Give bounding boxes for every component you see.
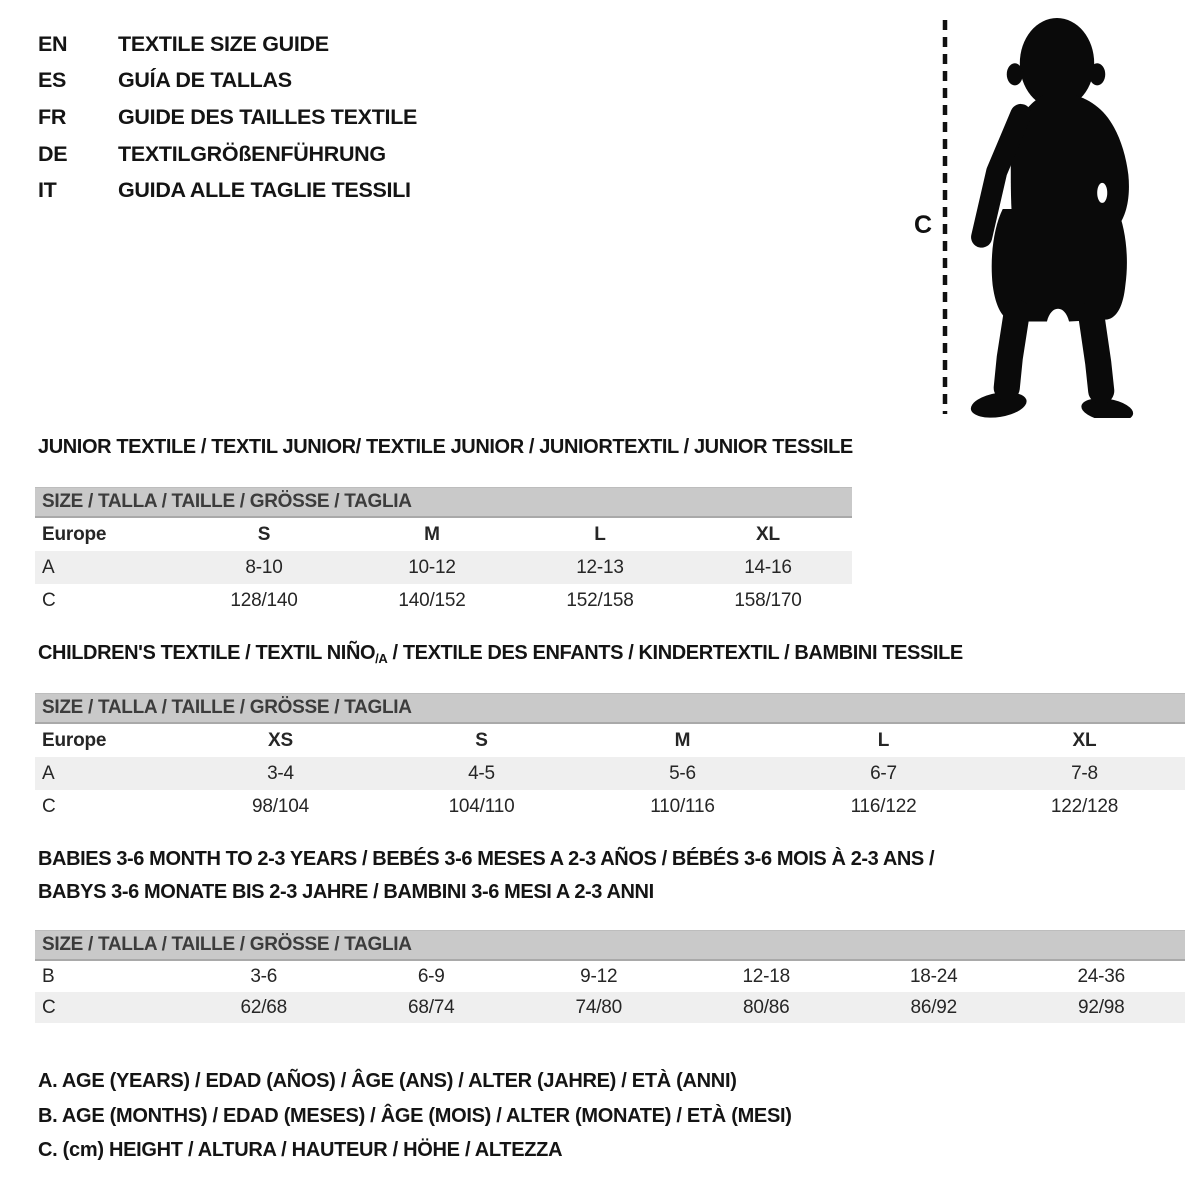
- table-cell: 6-9: [417, 965, 445, 987]
- table-row: [35, 724, 1185, 757]
- height-measure-label: C: [914, 211, 933, 239]
- row-label: B: [42, 965, 55, 987]
- lang-code: EN: [38, 31, 68, 56]
- table-cell: 62/68: [240, 996, 288, 1018]
- table-cell: M: [424, 523, 440, 545]
- table-cell: 24-36: [1077, 965, 1126, 987]
- language-title-list: [38, 26, 417, 209]
- table-cell: 122/128: [1050, 795, 1119, 817]
- babies-section-title: [38, 843, 934, 909]
- row-label: A: [42, 762, 55, 784]
- table-cell: XL: [1072, 729, 1097, 751]
- table-cell: 7-8: [1071, 762, 1098, 784]
- table-cell: 8-10: [245, 556, 283, 578]
- toddler-silhouette-icon: [966, 16, 1148, 418]
- row-label: Europe: [42, 729, 107, 751]
- title-text: / TEXTILE DES ENFANTS / KINDERTEXTIL / BAMBINI TESSILE: [387, 642, 963, 664]
- babies-textile-table: [35, 930, 1185, 1023]
- table-cell: 4-5: [468, 762, 495, 784]
- table-cell: S: [257, 523, 271, 545]
- junior-section-title: JUNIOR TEXTILE / TEXTIL JUNIOR/ TEXTILE JUNIOR / JUNIORTEXTIL / JUNIOR TESSILE: [38, 436, 853, 458]
- height-dashed-line: [941, 17, 951, 417]
- table-cell: L: [877, 729, 890, 751]
- lang-row-fr: [38, 99, 417, 136]
- table-cell: 140/152: [398, 589, 466, 611]
- babies-title-line2: BABYS 3-6 MONATE BIS 2-3 JAHRE / BAMBINI 3-6 MESI A 2-3 ANNI: [38, 881, 654, 903]
- legend-line-b: B. AGE (MONTHS) / EDAD (MESES) / ÂGE (MOIS) / ALTER (MONATE) / ETÀ (MESI): [38, 1104, 792, 1127]
- table-cell: 9-12: [580, 965, 618, 987]
- row-label: C: [42, 589, 56, 611]
- lang-title: GUIDA ALLE TAGLIE TESSILI: [118, 178, 411, 203]
- table-cell: 12-18: [742, 965, 791, 987]
- table-cell: 3-6: [250, 965, 278, 987]
- table-cell: 3-4: [267, 762, 294, 784]
- lang-row-es: [38, 63, 417, 100]
- legend-line-a: A. AGE (YEARS) / EDAD (AÑOS) / ÂGE (ANS) / ALTER (JAHRE) / ETÀ (ANNI): [38, 1070, 737, 1092]
- childrens-textile-table: [35, 693, 1185, 823]
- table-cell: 128/140: [230, 589, 298, 611]
- table-cell: 158/170: [734, 589, 802, 611]
- row-label: C: [42, 996, 56, 1018]
- size-header-bar: SIZE / TALLA / TAILLE / GRÖSSE / TAGLIA: [35, 487, 852, 518]
- row-label: A: [42, 556, 55, 578]
- title-text: CHILDREN'S TEXTILE / TEXTIL NIÑO: [38, 642, 376, 664]
- table-cell: XL: [756, 523, 780, 545]
- lang-title: TEXTILGRÖßENFÜHRUNG: [118, 141, 386, 166]
- table-cell: XS: [268, 729, 293, 751]
- row-label: C: [42, 795, 56, 817]
- table-cell: 5-6: [669, 762, 696, 784]
- table-cell: 92/98: [1077, 996, 1125, 1018]
- table-row: [35, 518, 852, 551]
- junior-textile-table: [35, 487, 852, 617]
- lang-code: FR: [38, 104, 67, 129]
- table-cell: 14-16: [744, 556, 792, 578]
- table-cell: 74/80: [575, 996, 623, 1018]
- row-label: Europe: [42, 523, 107, 545]
- table-cell: 104/110: [448, 795, 515, 817]
- table-cell: 68/74: [407, 996, 455, 1018]
- table-cell: 12-13: [576, 556, 624, 578]
- table-cell: 6-7: [870, 762, 897, 784]
- table-row: [35, 584, 852, 617]
- title-subscript: /A: [375, 651, 388, 666]
- legend-line-c: C. (cm) HEIGHT / ALTURA / HAUTEUR / HÖHE / ALTEZZA: [38, 1139, 563, 1161]
- table-row: [35, 961, 1185, 992]
- lang-row-de: [38, 136, 417, 173]
- table-cell: 110/116: [650, 795, 715, 817]
- size-header-bar: SIZE / TALLA / TAILLE / GRÖSSE / TAGLIA: [35, 930, 1185, 961]
- table-cell: 18-24: [909, 965, 958, 987]
- table-row: [35, 992, 1185, 1023]
- table-cell: 116/122: [850, 795, 917, 817]
- table-cell: 98/104: [252, 795, 309, 817]
- lang-title: GUÍA DE TALLAS: [118, 68, 292, 93]
- lang-row-en: [38, 26, 417, 63]
- table-row: [35, 551, 852, 584]
- lang-code: ES: [38, 68, 67, 93]
- table-cell: 152/158: [566, 589, 634, 611]
- table-cell: 86/92: [910, 996, 958, 1018]
- childrens-section-title: [38, 642, 963, 665]
- measurement-legend: [38, 1064, 792, 1168]
- table-row: [35, 757, 1185, 790]
- lang-title: TEXTILE SIZE GUIDE: [118, 31, 329, 56]
- table-row: [35, 790, 1185, 823]
- size-header-bar: SIZE / TALLA / TAILLE / GRÖSSE / TAGLIA: [35, 693, 1185, 724]
- lang-row-it: [38, 172, 417, 209]
- table-cell: 10-12: [408, 556, 456, 578]
- table-cell: S: [475, 729, 488, 751]
- lang-code: IT: [38, 178, 57, 203]
- lang-title: GUIDE DES TAILLES TEXTILE: [118, 104, 418, 129]
- babies-title-line1: BABIES 3-6 MONTH TO 2-3 YEARS / BEBÉS 3-6 MESES A 2-3 AÑOS / BÉBÉS 3-6 MOIS À 2-3 ANS /: [38, 848, 935, 870]
- lang-code: DE: [38, 141, 68, 166]
- table-cell: M: [674, 729, 691, 751]
- table-cell: L: [594, 523, 606, 545]
- table-cell: 80/86: [742, 996, 790, 1018]
